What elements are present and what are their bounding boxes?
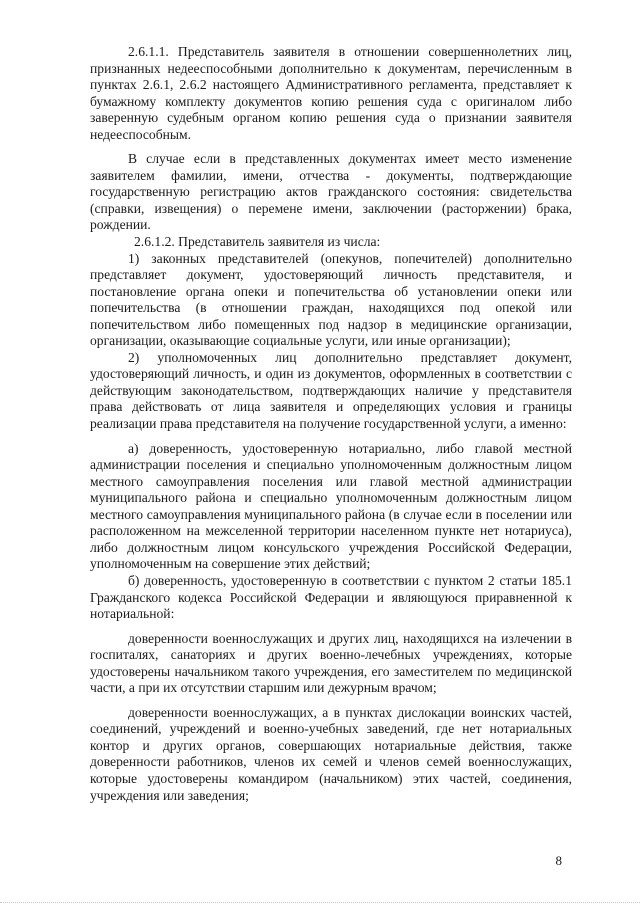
paragraph-military-hospital: доверенности военнослужащих и других лиц, находящихся на излечении в госпиталях, санаториях и других военно-лечебных учреждениях, которые удостоверены начальником такого учреждения, его заместителем по медицинской части, а при их отсутствии старшим или дежурным врачом;: [90, 630, 572, 696]
paragraph-notarized-power-of-attorney: а) доверенность, удостоверенную нотариально, либо главой местной администрации поселения и специально уполномоченным должностным лицом местного самоуправления поселения или главой местной администрации муниципального района и специально уполномоченным должностным лицом местного самоуправления муниципального района (в случае если в поселении или расположенном на межселенной территории населенном пункте нет нотариуса), либо должностным лицом консульского учреждения Российской Федерации, уполномоченным на совершение этих действий;: [90, 440, 572, 572]
document-body: [90, 44, 572, 804]
paragraph-name-change: В случае если в представленных документах имеет место изменение заявителем фамилии, имени, отчества - документы, подтверждающие государственную регистрацию актов гражданского состояния: свидетельства (справки, извещения) о перемене имени, заключении (расторжении) брака, рождении.: [90, 151, 572, 233]
paragraph-equivalent-power-of-attorney: б) доверенность, удостоверенную в соответствии с пунктом 2 статьи 185.1 Гражданского кодекса Российской Федерации и являющуюся приравненной к нотариальной:: [90, 572, 572, 622]
paragraph-legal-representatives: 1) законных представителей (опекунов, попечителей) дополнительно представляет документ, удостоверяющий личность представителя, и постановление органа опеки и попечительства об установлении опеки или попечительства (в отношении граждан, находящихся под опекой или попечительством либо помещенных под надзор в медицинские организации, организации, оказывающие социальные услуги, или иные организации);: [90, 250, 572, 349]
paragraph-authorized-persons: 2) уполномоченных лиц дополнительно представляет документ, удостоверяющий личность, и один из документов, оформленных в соответствии с действующим законодательством, подтверждающих наличие у представителя права действовать от лица заявителя и определяющих условия и границы реализации права представителя на получение государственной услуги, а именно:: [90, 349, 572, 432]
paragraph-2-6-1-2: 2.6.1.2. Представитель заявителя из числа:: [134, 234, 381, 250]
page-number: 8: [555, 853, 562, 868]
paragraph-military-units: доверенности военнослужащих, а в пунктах дислокации воинских частей, соединений, учреждений и военно-учебных заведений, где нет нотариальных контор и других органов, совершающих нотариальные действия, также доверенности работников, членов их семей и членов семей военнослужащих, которые удостоверены командиром (начальником) этих частей, соединения, учреждения или заведения;: [90, 704, 572, 803]
paragraph-2-6-1-1: 2.6.1.1. Представитель заявителя в отношении совершеннолетних лиц, признанных недееспособными дополнительно к документам, перечисленным в пунктах 2.6.1, 2.6.2 настоящего Административного регламента, представляет к бумажному комплекту документов копию решения суда с оригиналом либо заверенную судебным органом копию решения суда о признании заявителя недееспособным.: [90, 44, 572, 142]
